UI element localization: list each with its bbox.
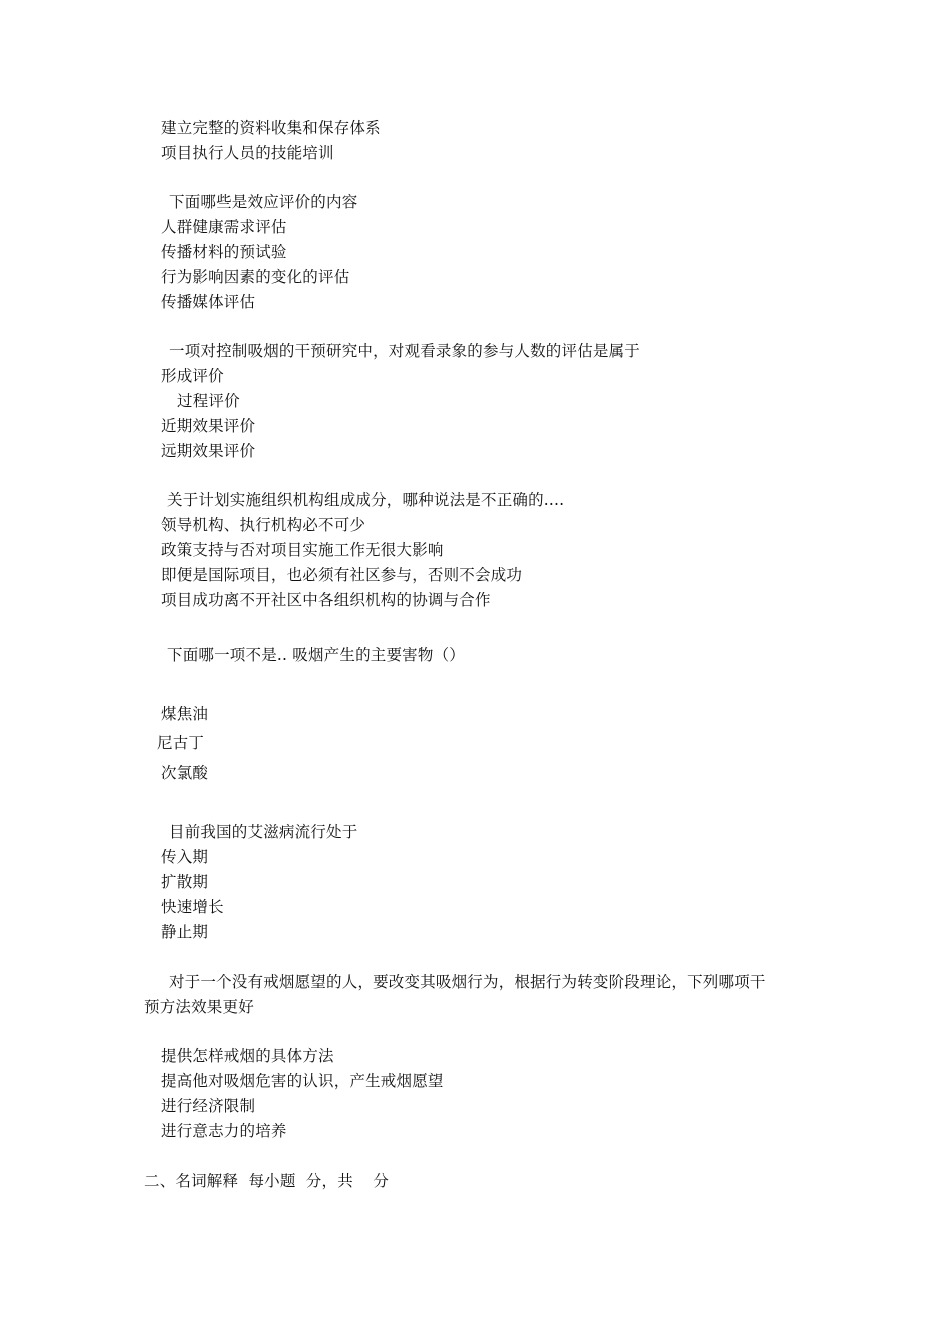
- option-text: 进行意志力的培养: [161, 1122, 287, 1140]
- option-text: 人群健康需求评估: [161, 218, 287, 236]
- option-text: 提供怎样戒烟的具体方法: [161, 1047, 334, 1065]
- option-text: 传入期: [161, 848, 209, 866]
- option-text: 形成评价: [161, 367, 224, 385]
- option-text: 即便是国际项目，也必须有社区参与，否则不会成功: [161, 566, 523, 584]
- option-text: 扩散期: [161, 873, 209, 891]
- option-text: 传播媒体评估: [161, 293, 256, 311]
- option-text: 政策支持与否对项目实施工作无很大影响: [161, 541, 444, 559]
- option-text: 快速增长: [161, 898, 224, 916]
- option-text: 进行经济限制: [161, 1097, 256, 1115]
- option-text: 行为影响因素的变化的评估: [161, 268, 350, 286]
- option-text: 煤焦油: [161, 705, 209, 723]
- option-text: 过程评价: [177, 392, 240, 410]
- option-text: 远期效果评价: [161, 442, 256, 460]
- question-text: 对于一个没有戒烟愿望的人，要改变其吸烟行为，根据行为转变阶段理论，下列哪项干: [169, 973, 766, 991]
- question-text: 目前我国的艾滋病流行处于: [169, 823, 358, 841]
- option-text: 静止期: [161, 923, 209, 941]
- option-text: 尼古丁: [157, 734, 205, 752]
- option-text: 提高他对吸烟危害的认识，产生戒烟愿望: [161, 1072, 444, 1090]
- option-text: 传播材料的预试验: [161, 243, 287, 261]
- question-text-continued: 预方法效果更好: [144, 998, 254, 1016]
- option-text: 项目成功离不开社区中各组织机构的协调与合作: [161, 591, 491, 609]
- question-text: 下面哪一项不是.. 吸烟产生的主要害物（）: [167, 646, 465, 664]
- question-text: 一项对控制吸烟的干预研究中，对观看录象的参与人数的评估是属于: [169, 342, 641, 360]
- question-text: 关于计划实施组织机构组成成分，哪种说法是不正确的....: [167, 491, 565, 509]
- option-text: 近期效果评价: [161, 417, 256, 435]
- section-heading: 二、名词解释 每小题 分，共 分: [144, 1172, 390, 1190]
- question-text: 下面哪些是效应评价的内容: [169, 193, 358, 211]
- option-text: 领导机构、执行机构必不可少: [161, 516, 366, 534]
- option-text: 项目执行人员的技能培训: [161, 144, 334, 162]
- option-text: 建立完整的资料收集和保存体系: [161, 119, 381, 137]
- option-text: 次氯酸: [161, 764, 209, 782]
